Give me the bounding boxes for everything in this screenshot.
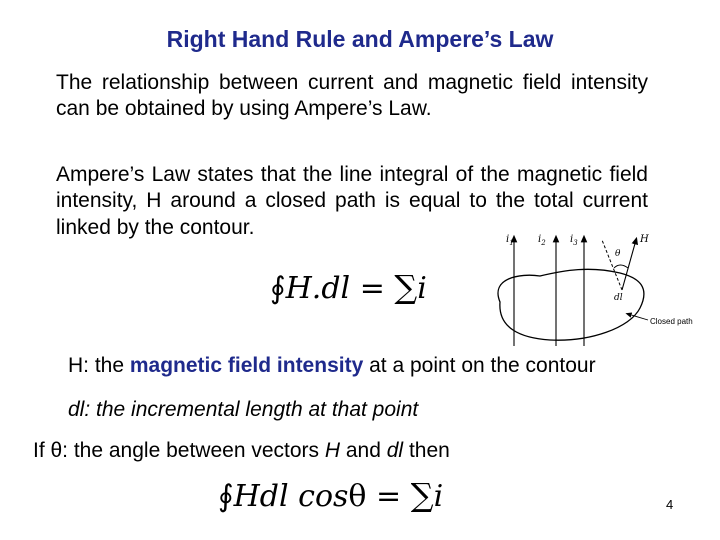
ampere-law-paragraph: Ampere’s Law states that the line integral of the magnetic field intensity, H around a closed path is equal to the total current linked by the contour. bbox=[56, 163, 648, 239]
closed-integral-symbol: ∮ bbox=[218, 479, 234, 514]
label-i1: $i_1$ bbox=[506, 234, 514, 247]
definition-theta-h: H bbox=[324, 439, 341, 462]
label-h: H bbox=[640, 234, 649, 245]
equation-rhs: i bbox=[417, 271, 427, 306]
label-i3: $i_3$ bbox=[570, 234, 578, 247]
label-closed-path: Closed path bbox=[650, 317, 693, 326]
cos-term: cos bbox=[298, 479, 349, 514]
definition-theta-prefix: If θ: the angle between vectors bbox=[33, 439, 325, 462]
equation-lhs: Hdl bbox=[233, 479, 289, 514]
label-i2: $i_2$ bbox=[538, 234, 546, 247]
closed-path-diagram bbox=[480, 218, 702, 348]
closed-path-contour bbox=[498, 269, 644, 340]
equals-sign: = bbox=[359, 271, 385, 306]
label-theta: θ bbox=[615, 249, 621, 259]
definition-theta bbox=[33, 439, 450, 463]
equation-lhs: H.dl bbox=[285, 271, 351, 306]
definition-h-highlight: magnetic field intensity bbox=[129, 354, 364, 377]
label-dl: dl bbox=[614, 293, 623, 303]
definition-h-suffix: at a point on the contour bbox=[363, 354, 596, 377]
intro-paragraph: The relationship between current and magnetic field intensity can be obtained by using Ampere’s Law. bbox=[56, 71, 648, 121]
definition-dl: dl: the incremental length at that point bbox=[68, 398, 419, 421]
definition-theta-and: and bbox=[340, 439, 387, 462]
summation-symbol: ∑ bbox=[410, 476, 434, 514]
equation-rhs: i bbox=[433, 479, 444, 514]
definition-h-prefix: H: the bbox=[68, 354, 130, 377]
slide-title: Right Hand Rule and Ampere’s Law bbox=[166, 26, 554, 52]
definition-theta-dl: dl bbox=[386, 439, 404, 462]
theta-arc bbox=[614, 265, 628, 268]
summation-symbol: ∑ bbox=[394, 268, 418, 306]
page-number: 4 bbox=[666, 497, 674, 512]
equals-sign: = bbox=[376, 479, 402, 514]
ampere-equation bbox=[270, 268, 427, 306]
definition-h bbox=[68, 354, 596, 378]
theta-symbol: θ bbox=[348, 479, 367, 514]
h-vector bbox=[622, 240, 636, 290]
ampere-cos-equation bbox=[218, 476, 443, 514]
definition-theta-suffix: then bbox=[403, 439, 450, 462]
closed-integral-symbol: ∮ bbox=[270, 271, 286, 306]
